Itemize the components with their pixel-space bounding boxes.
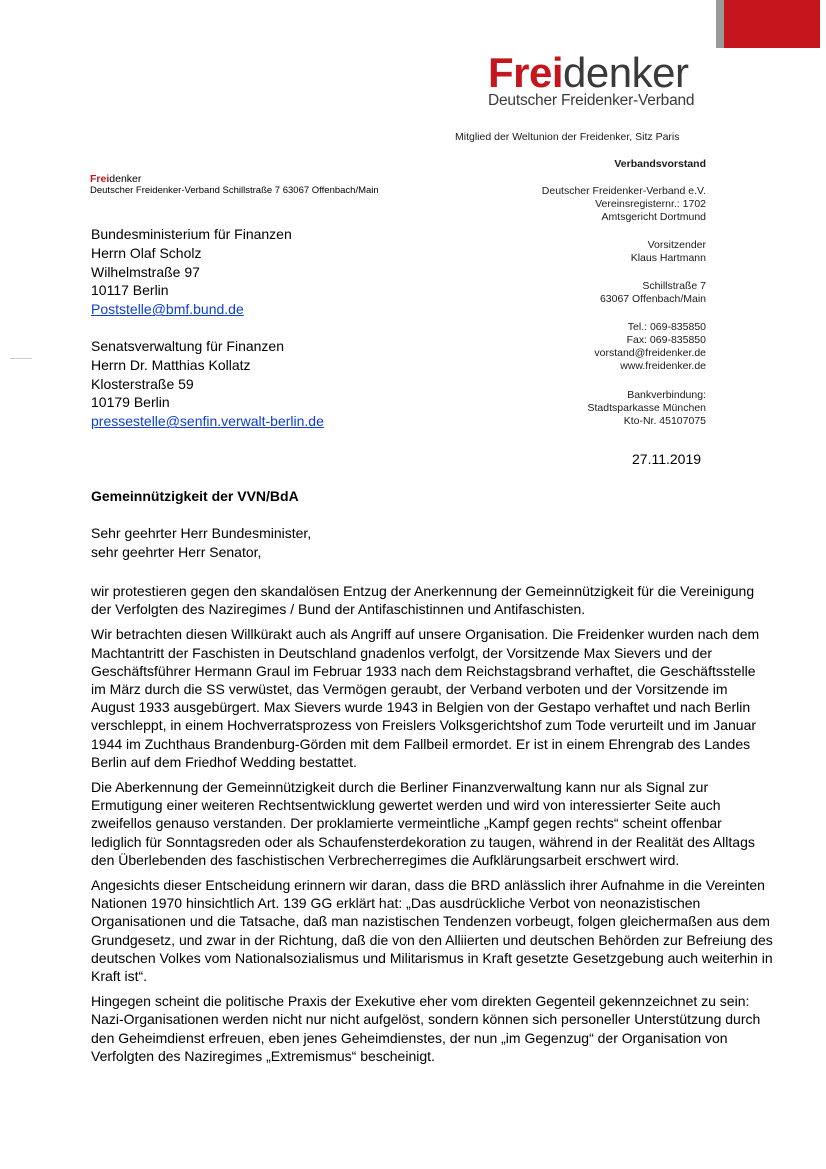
freidenker-logo	[488, 50, 728, 110]
board-title: Verbandsvorstand	[614, 158, 706, 170]
body-paragraph: Hingegen scheint die politische Praxis der Exekutive eher vom direkten Gegenteil gekennzeichnet zu sein: Nazi-Organisationen werden nicht nur nicht aufgelöst, sondern können sich personeller Unterstützung durch den Geheimdienst erfreuen, eben jenes Geheimdienstes, der nun „im Gegenzug“ der Organisation von Verfolgten des Naziregimes „Extremismus“ bescheinigt.	[91, 993, 761, 1064]
org-info	[542, 185, 706, 224]
logo-wordmark	[488, 50, 728, 96]
member-line: Mitglied der Weltunion der Freidenker, Sitz Paris	[455, 131, 680, 143]
contact-web: www.freidenker.de	[620, 360, 706, 372]
bank-name: Stadtsparkasse München	[587, 402, 706, 414]
recipient-ministry	[91, 225, 292, 319]
salutation-line: Sehr geehrter Herr Bundesminister,	[91, 525, 312, 541]
body-paragraph: Angesichts dieser Entscheidung erinnern wir daran, dass die BRD anlässlich ihrer Aufnahme in die Vereinten Nationen 1970 hinsichtlich Art. 139 GG erklärt hat: „Das ausdrückliche Verbot von neonazistischen Organisationen und die Tatsache, daß man nazistischen Tendenzen vorbeugt, folgen gleichermaßen aus dem Grundgesetz, und zwar in der Richtung, daß die von den Alliierten und deutschen Behörden zur Befreiung des deutschen Volkes vom Nationalsozialismus und Militarismus in Kraft gesetzte Gesetzgebung auch weiterhin in Kraft ist“.	[91, 877, 773, 985]
letter-subject: Gemeinnützigkeit der VVN/BdA	[91, 488, 299, 504]
contact-fax: Fax: 069-835850	[626, 334, 706, 346]
office-street: Schillstraße 7	[642, 280, 706, 292]
letter-body	[91, 582, 773, 1072]
logo-frei: Frei	[488, 49, 564, 96]
org-register: Vereinsregisternr.: 1702	[595, 198, 706, 210]
recipient2-line: Senatsverwaltung für Finanzen	[91, 338, 284, 354]
chair-title: Vorsitzender	[647, 239, 706, 251]
sender-logo-text	[90, 173, 379, 185]
chair-name: Klaus Hartmann	[630, 252, 706, 264]
org-court: Amtsgericht Dortmund	[601, 211, 706, 223]
header-red-bar	[724, 0, 820, 48]
contact-tel: Tel.: 069-835850	[627, 321, 706, 333]
contact-info	[594, 321, 706, 373]
recipient1-line: Bundesministerium für Finanzen	[91, 226, 292, 242]
body-paragraph: Die Aberkennung der Gemeinnützigkeit durch die Berliner Finanzverwaltung kann nur als Signal zur Ermutigung einer weiteren Rechtsentwicklung gewertet werden und wird von interessierter Seite auch zweifellos genauso verstanden. Der proklamierte vermeintliche „Kampf gegen rechts“ scheint offenbar lediglich für Sonntagsreden oder als Schaufensterdekoration zu taugen, während in der Realität des Alltags den Überlebenden des faschistischen Verbrecherregimes die Aufklärungsarbeit erschwert wird.	[91, 779, 755, 868]
sender-address: Deutscher Freidenker-Verband Schillstraße 7 63067 Offenbach/Main	[90, 185, 379, 196]
sender-denker: denker	[109, 173, 142, 185]
contact-email: vorstand@freidenker.de	[594, 347, 706, 359]
recipient1-line: Wilhelmstraße 97	[91, 263, 200, 280]
bank-info	[588, 389, 706, 428]
recipient2-email-link[interactable]: pressestelle@senfin.verwalt-berlin.de	[91, 413, 324, 430]
sender-block	[90, 173, 379, 197]
recipient1-line: 10117 Berlin	[91, 282, 169, 299]
recipient2-line: 10179 Berlin	[91, 394, 170, 411]
chair-info	[631, 239, 706, 265]
recipient1-email-link[interactable]: Poststelle@bmf.bund.de	[91, 301, 244, 318]
recipient2-line: Klosterstraße 59	[91, 375, 194, 392]
header-grey-bar	[716, 0, 724, 48]
bank-account: Kto-Nr. 45107075	[623, 415, 706, 427]
letter-date: 27.11.2019	[632, 451, 702, 467]
bank-label: Bankverbindung:	[627, 389, 706, 401]
org-name: Deutscher Freidenker-Verband e.V.	[541, 185, 706, 197]
logo-subtitle: Deutscher Freidenker-Verband	[488, 92, 695, 109]
fold-mark	[10, 358, 32, 359]
body-paragraph: Wir betrachten diesen Willkürakt auch als Angriff auf unsere Organisation. Die Freidenker wurden nach dem Machtantritt der Faschisten in Deutschland gnadenlos verfolgt, der Vorsitzende Max Sievers und der Geschäftsführer Hermann Graul im Februar 1933 nach dem Reichstagsbrand verhaftet, die Geschäftsstelle im März durch die SS verwüstet, das Vermögen geraubt, der Verband verboten und der Vorsitzende im August 1933 ausgebürgert. Max Sievers wurde 1943 in Belgien von der Gestapo verhaftet und nach Berlin verschleppt, in einem Hochverratsprozess von Freislers Volksgerichtshof zum Tode verurteilt und im Januar 1944 im Zuchthaus Brandenburg-Görden mit dem Fallbeil ermordet. Er ist in einem Ehrengrab des Landes Berlin auf dem Friedhof Wedding bestattet.	[91, 626, 760, 770]
body-paragraph: wir protestieren gegen den skandalösen Entzug der Anerkennung der Gemeinnützigkeit für die Vereinigung der Verfolgten des Naziregimes / Bund der Antifaschistinnen und Antifaschisten.	[91, 583, 755, 618]
recipient2-line: Herrn Dr. Matthias Kollatz	[91, 356, 251, 373]
recipient-senate	[91, 337, 324, 431]
recipient1-line: Herrn Olaf Scholz	[91, 244, 202, 261]
salutation	[91, 524, 311, 562]
office-address	[600, 280, 706, 306]
office-city: 63067 Offenbach/Main	[599, 293, 706, 305]
sender-frei: Frei	[90, 173, 110, 185]
salutation-line: sehr geehrter Herr Senator,	[91, 543, 262, 560]
logo-denker: denker	[563, 49, 689, 96]
